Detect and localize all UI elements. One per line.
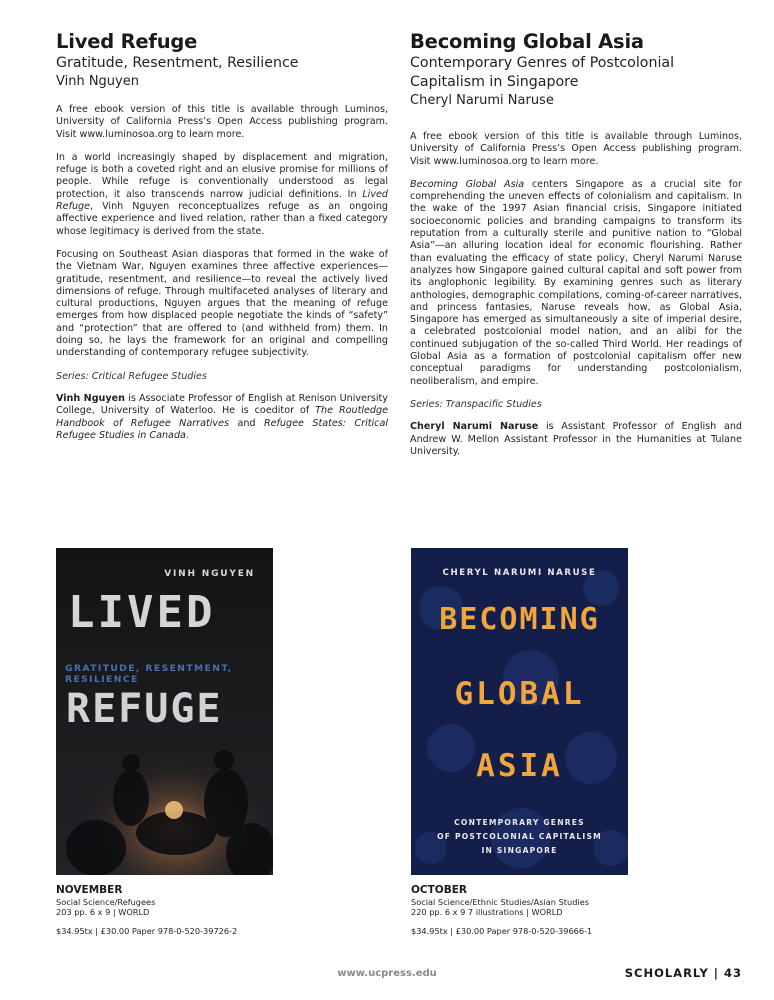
description-paragraph: Focusing on Southeast Asian diasporas that formed in the wake of the Vietnam War, Nguyen examines three affective experiences—gratitude, resentment, and resilience—to reveal the actively lived dimensions of refuge. Through multifaceted analyses of literary and cultural productions, Nguyen argues that the meaning of refuge emerges from how displaced people negotiate the kinds of “safety” and “protection” that are offered to (and withheld from) them. In doing so, he lays the framework for an original and compelling understanding of contemporary refugee subjectivity. <box>56 248 388 359</box>
bio-text: . <box>185 429 189 441</box>
bio-italic-title: Refugee States: Critical Refugee Studies in Canada <box>56 417 388 441</box>
cover-title-line-2: GLOBAL <box>454 676 585 712</box>
description-paragraph <box>56 152 388 238</box>
subject-categories: Social Science/Ethnic Studies/Asian Studies <box>411 897 589 907</box>
book-specs: 203 pp. 6 x 9 | WORLD <box>56 907 150 918</box>
cover-subtitle <box>411 816 628 858</box>
book-subtitle-line: Capitalism in Singapore <box>410 74 579 90</box>
release-month: NOVEMBER <box>56 884 123 896</box>
price-isbn: $34.95tx | £30.00 Paper 978-0-520-39666-1 <box>411 925 593 936</box>
book-author: Cheryl Narumi Naruse <box>410 93 554 108</box>
bio-text: is Associate Professor of English at Renison University College, University of Waterloo. He is coeditor of <box>56 392 388 417</box>
description-italic-title: Lived Refuge <box>56 188 388 213</box>
open-access-note: A free ebook version of this title is available through Luminos, University of California Press’s Open Access publishing program. Visit www.luminosoa.org to learn more. <box>410 131 742 167</box>
price-isbn: $34.95tx | £30.00 Paper 978-0-520-39726-2 <box>56 925 238 936</box>
series-label: Series: Critical Refugee Studies <box>56 370 207 382</box>
author-bio <box>410 421 742 458</box>
cover-title-line-1: LIVED <box>68 587 216 638</box>
book-author: Vinh Nguyen <box>56 74 139 89</box>
cover-author: CHERYL NARUMI NARUSE <box>442 568 597 578</box>
book-meta-lived-refuge <box>56 884 316 936</box>
subject-categories: Social Science/Refugees <box>56 897 156 907</box>
bio-name: Vinh Nguyen <box>56 392 125 404</box>
cover-author: VINH NGUYEN <box>164 569 255 579</box>
cover-subtitle: GRATITUDE, RESENTMENT, RESILIENCE <box>65 663 233 685</box>
book-subtitle-line: Contemporary Genres of Postcolonial <box>410 55 675 71</box>
description-text: , Vinh Nguyen reconceptualizes refuge as an ongoing affective experience and lived relation, rather than a fixed category whose legitimacy is derived from the state. <box>56 201 388 237</box>
campfire-glow <box>165 801 183 819</box>
book-title: Lived Refuge <box>56 30 198 53</box>
book-meta-becoming-global-asia <box>411 884 671 936</box>
book-cover-lived-refuge <box>56 548 273 875</box>
cover-subtitle-line: IN SINGAPORE <box>481 846 558 855</box>
description-text: In a world increasingly shaped by displacement and migration, refuge is both a coveted right and an elusive promise for millions of people. While refuge is conventionally understood as legal protection, it also transcends narrow judicial definitions. In <box>56 151 388 200</box>
cover-title-line-1: BECOMING <box>439 602 600 637</box>
bio-text: is Assistant Professor of English and Andrew W. Mellon Assistant Professor in the Humanities at Tulane University. <box>410 421 742 457</box>
book-title: Becoming Global Asia <box>410 30 644 53</box>
book-entry-lived-refuge <box>56 30 388 453</box>
book-entry-becoming-global-asia <box>410 30 742 469</box>
open-access-note: A free ebook version of this title is available through Luminos, University of California Press’s Open Access publishing program. Visit www.luminosoa.org to learn more. <box>56 104 388 140</box>
description-text: centers Singapore as a crucial site for comprehending the uneven effects of colonialism and capitalism. In the wake of the 1997 Asian financial crisis, Singapore initiated socioeconomic policies and branding campaigns to transform its reputation from a culturally sterile and punitive nation to “Global Asia”—an alluring location ideal for economic flourishing. Rather than evaluating the efficacy of state policy, Cheryl Narumi Naruse analyzes how Singapore gained cultural capital and soft power from its anglophonic legibility. By examining genres such as literary anthologies, demographic compilations, coming-of-career narratives, and princess fantasies, Naruse reveals how, as Global Asia, Singapore has emerged as simultaneously a site of imperial desire, a celebrated postcolonial model nation, and an alibi for the continued subjugation of the so-called Third World. Her readings of Global Asia as a formation of postcolonial capitalism offer new conceptual paradigms for understanding postcolonialism, neoliberalism, and empire. <box>410 178 742 387</box>
description-paragraph <box>410 179 742 388</box>
cover-subtitle-line: CONTEMPORARY GENRES <box>454 818 585 827</box>
series-label: Series: Transpacific Studies <box>410 398 542 410</box>
book-specs: 220 pp. 6 x 9 7 illustrations | WORLD <box>411 907 563 918</box>
bio-name: Cheryl Narumi Naruse <box>410 421 539 433</box>
book-cover-becoming-global-asia <box>411 548 628 875</box>
book-subtitle: Gratitude, Resentment, Resilience <box>56 55 299 71</box>
author-bio <box>56 393 388 442</box>
cover-title-line-3: ASIA <box>476 748 563 784</box>
footer-section-page: SCHOLARLY | 43 <box>624 966 742 980</box>
cover-title-line-2: REFUGE <box>66 686 223 732</box>
cover-subtitle-line: OF POSTCOLONIAL CAPITALISM <box>437 832 602 841</box>
footer-url-link[interactable]: www.ucpress.edu <box>337 968 437 979</box>
description-italic-title: Becoming Global Asia <box>410 178 525 190</box>
bio-text: and <box>229 417 264 429</box>
bio-italic-title: The Routledge Handbook of Refugee Narratives <box>56 405 388 429</box>
release-month: OCTOBER <box>411 884 467 896</box>
